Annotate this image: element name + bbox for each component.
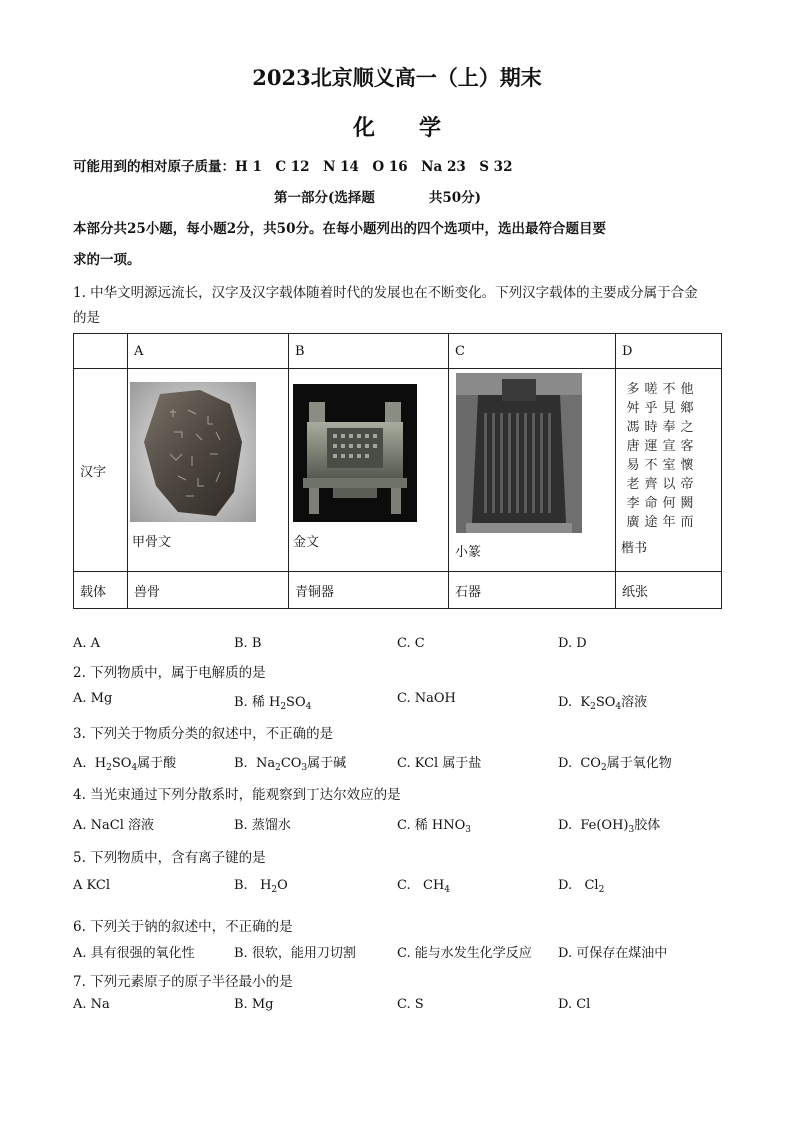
calligraphy-char: 不 <box>662 382 676 397</box>
q2-option-a: A. Mg <box>73 691 113 706</box>
q2-option-b: B. 稀 $H_2SO_4$ <box>234 695 312 712</box>
calligraphy-char: 舛 <box>626 401 640 416</box>
col-header-d: D <box>616 334 722 369</box>
q4-option-b: B. 蒸馏水 <box>234 818 291 833</box>
q6-option-c: C. 能与水发生化学反应 <box>397 946 532 961</box>
calligraphy-char: 唐 <box>626 439 640 454</box>
q1-stem-line-2: 的是 <box>73 310 100 326</box>
carrier-b: 青铜器 <box>289 572 449 609</box>
q7-option-a: A. Na <box>73 997 110 1012</box>
calligraphy-char: 運 <box>644 439 658 454</box>
table-corner-cell <box>74 334 128 369</box>
carrier-c: 石器 <box>449 572 616 609</box>
calligraphy-char: 易 <box>626 458 640 473</box>
calligraphy-char: 懷 <box>680 458 694 473</box>
stone-stele-image <box>456 373 582 533</box>
calligraphy-char: 闕 <box>680 496 694 511</box>
q3-stem: 3. 下列关于物质分类的叙述中，不正确的是 <box>73 726 334 742</box>
subject-title: 化 学 <box>352 115 441 141</box>
q7-option-c: C. S <box>397 997 424 1012</box>
q5-option-a: A KCl <box>73 878 110 893</box>
q7-option-d: D. Cl <box>558 997 591 1012</box>
q5-stem: 5. 下列物质中，含有离子键的是 <box>73 850 266 866</box>
q4-stem: 4. 当光束通过下列分散系时，能观察到丁达尔效应的是 <box>73 787 401 803</box>
calligraphy-char: 室 <box>662 458 676 473</box>
q2-stem: 2. 下列物质中，属于电解质的是 <box>73 665 266 681</box>
calligraphy-char: 年 <box>662 515 676 530</box>
caption-b: 金文 <box>293 535 320 550</box>
q3-option-c: C. KCl 属于盐 <box>397 756 482 771</box>
q6-option-d: D. 可保存在煤油中 <box>558 946 668 961</box>
q1-option-d: D. D <box>558 636 587 651</box>
q3-option-d: D. $CO_2$属于氧化物 <box>558 756 672 773</box>
calligraphy-char: 之 <box>680 420 694 435</box>
q3-option-b: B. $Na_2CO_3$属于碱 <box>234 756 347 773</box>
q6-option-b: B. 很软，能用刀切割 <box>234 946 356 961</box>
caption-d: 楷书 <box>621 541 648 556</box>
col-header-c: C <box>449 334 616 369</box>
calligraphy-char: 而 <box>680 515 694 530</box>
col-header-b: B <box>289 334 449 369</box>
bronze-vessel-image <box>293 384 417 522</box>
q4-option-a: A. NaCl 溶液 <box>73 818 155 833</box>
q3-option-a: A. $H_2SO_4$属于酸 <box>73 756 177 773</box>
q1-option-b: B. B <box>234 636 262 651</box>
caption-c: 小篆 <box>455 545 482 560</box>
calligraphy-char: 李 <box>626 496 640 511</box>
calligraphy-char: 多 <box>626 382 640 397</box>
calligraphy-char: 帝 <box>680 477 694 492</box>
calligraphy-char: 嗟 <box>644 382 658 397</box>
calligraphy-char: 他 <box>680 382 694 397</box>
instructions-line-2: 求的一项。 <box>73 252 141 268</box>
atomic-masses: 可能用到的相对原子质量：H 1 C 12 N 14 O 16 Na 23 S 32 <box>73 159 513 175</box>
q5-option-d: D. $Cl_2$ <box>558 878 605 895</box>
instructions-line-1: 本部分共25小题，每小题2分，共50分。在每小题列出的四个选项中，选出最符合题目要 <box>73 221 606 237</box>
calligraphy-char: 以 <box>662 477 676 492</box>
q4-option-d: D. $Fe(OH)_3$胶体 <box>558 818 661 835</box>
page-title: 2023北京顺义高一（上）期末 <box>252 65 542 90</box>
carrier-d: 纸张 <box>616 572 722 609</box>
q4-option-c: C. 稀 $HNO_3$ <box>397 818 471 835</box>
caption-a: 甲骨文 <box>132 535 172 550</box>
calligraphy-char: 廣 <box>626 515 640 530</box>
calligraphy-char: 不 <box>644 458 658 473</box>
q5-option-c: C. $CH_4$ <box>397 878 451 895</box>
calligraphy-char: 客 <box>680 439 694 454</box>
calligraphy-char: 何 <box>662 496 676 511</box>
q1-option-a: A. A <box>73 636 101 651</box>
q7-option-b: B. Mg <box>234 997 274 1012</box>
oracle-bone-image <box>130 382 256 522</box>
q6-stem: 6. 下列关于钠的叙述中，不正确的是 <box>73 919 293 935</box>
calligraphy-char: 奉 <box>662 420 676 435</box>
calligraphy-char: 宣 <box>662 439 676 454</box>
calligraphy-char: 老 <box>626 477 640 492</box>
calligraphy-char: 齊 <box>644 477 658 492</box>
calligraphy-char: 時 <box>644 420 658 435</box>
calligraphy-char: 鄉 <box>680 401 694 416</box>
calligraphy-char: 乎 <box>644 401 658 416</box>
q7-stem: 7. 下列元素原子的原子半径最小的是 <box>73 974 293 990</box>
calligraphy-char: 見 <box>662 401 676 416</box>
carrier-a: 兽骨 <box>128 572 289 609</box>
q1-stem-line-1: 1. 中华文明源远流长，汉字及汉字载体随着时代的发展也在不断变化。下列汉字载体的主要成分属于合金 <box>73 285 698 301</box>
q2-option-d: D. $K_2SO_4$溶液 <box>558 695 648 712</box>
row-label-hanzi: 汉字 <box>74 369 128 572</box>
row-label-carrier: 载体 <box>74 572 128 609</box>
calligraphy-char: 途 <box>644 515 658 530</box>
regular-script-calligraphy <box>624 378 696 528</box>
col-header-a: A <box>128 334 289 369</box>
q2-option-c: C. NaOH <box>397 691 456 706</box>
calligraphy-char: 命 <box>644 496 658 511</box>
q5-option-b: B. $H_2O$ <box>234 878 288 895</box>
q6-option-a: A. 具有很强的氧化性 <box>73 946 195 961</box>
calligraphy-char: 馮 <box>626 420 640 435</box>
q1-option-c: C. C <box>397 636 425 651</box>
part-heading: 第一部分(选择题 共50分) <box>274 190 482 206</box>
